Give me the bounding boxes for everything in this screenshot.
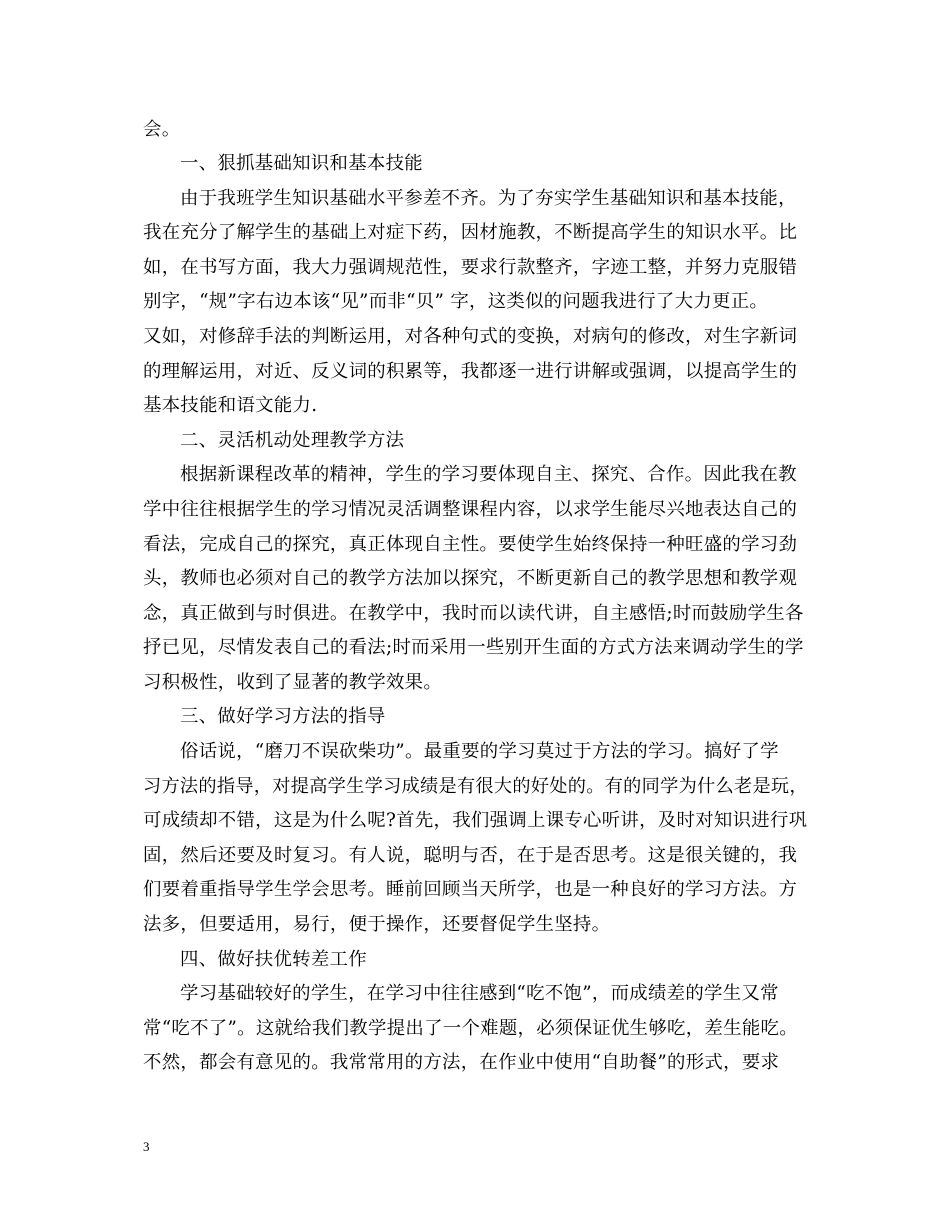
paragraph-line: 习方法的指导，对提高学生学习成绩是有很大的好处的。有的同学为什么老是玩， — [143, 776, 808, 797]
section-heading: 二、灵活机动处理教学方法 — [180, 430, 405, 451]
paragraph-line: 如，在书写方面，我大力强调规范性，要求行款整齐，字迹工整，并努力克服错 — [143, 257, 798, 278]
text-line: 会。 — [143, 119, 181, 140]
paragraph-line: 念，真正做到与时俱进。在教学中，我时而以读代讲，自主感悟;时而鼓励学生各 — [143, 603, 804, 624]
paragraph-line: 根据新课程改革的精神，学生的学习要体现自主、探究、合作。因此我在教 — [180, 464, 797, 485]
paragraph-line: 学习基础较好的学生，在学习中往往感到“吃不饱”，而成绩差的学生又常 — [180, 983, 779, 1004]
paragraph-line: 俗话说，“磨刀不误砍柴功”。最重要的学习莫过于方法的学习。搞好了学 — [180, 741, 779, 762]
paragraph-line: 不然，都会有意见的。我常常用的方法，在作业中使用“自助餐”的形式，要求 — [143, 1052, 780, 1073]
paragraph-line: 别字，“规”字右边本该“见”而非“贝” 字，这类似的问题我进行了大力更正。 — [143, 291, 769, 312]
paragraph-line: 常“吃不了”。这就给我们教学提出了一个难题，必须保证优生够吃，差生能吃。 — [143, 1018, 798, 1039]
paragraph-line: 由于我班学生知识基础水平参差不齐。为了夯实学生基础知识和基本技能， — [180, 188, 797, 209]
section-heading: 四、做好扶优转差工作 — [180, 949, 367, 970]
paragraph-line: 们要着重指导学生学会思考。睡前回顾当天所学，也是一种良好的学习方法。方 — [143, 879, 798, 900]
section-heading: 三、做好学习方法的指导 — [180, 706, 386, 727]
paragraph-line: 基本技能和语文能力. — [143, 395, 318, 416]
paragraph-line: 固，然后还要及时复习。有人说，聪明与否，在于是否思考。这是很关键的，我 — [143, 845, 798, 866]
paragraph-line: 的理解运用，对近、反义词的积累等，我都逐一进行讲解或强调，以提高学生的 — [143, 361, 798, 382]
paragraph-line: 又如，对修辞手法的判断运用，对各种句式的变换，对病句的修改，对生字新词 — [143, 326, 798, 347]
paragraph-line: 法多，但要适用，易行，便于操作，还要督促学生坚持。 — [143, 914, 611, 935]
paragraph-line: 看法，完成自己的探究，真正体现自主性。要使学生始终保持一种旺盛的学习劲 — [143, 534, 798, 555]
paragraph-line: 抒已见，尽情发表自己的看法;时而采用一些别开生面的方式方法来调动学生的学 — [143, 637, 804, 658]
paragraph-line: 我在充分了解学生的基础上对症下药，因材施教，不断提高学生的知识水平。比 — [143, 222, 798, 243]
paragraph-line: 习积极性，收到了显著的教学效果。 — [143, 672, 443, 693]
section-heading: 一、狠抓基础知识和基本技能 — [180, 153, 423, 174]
paragraph-line: 头，教师也必须对自己的教学方法加以探究，不断更新自己的教学思想和教学观 — [143, 568, 798, 589]
page-number: 3 — [143, 1139, 150, 1154]
paragraph-line: 学中往往根据学生的学习情况灵活调整课程内容，以求学生能尽兴地表达自己的 — [143, 499, 798, 520]
paragraph-line: 可成绩却不错，这是为什么呢?首先，我们强调上课专心听讲，及时对知识进行巩 — [143, 810, 808, 831]
